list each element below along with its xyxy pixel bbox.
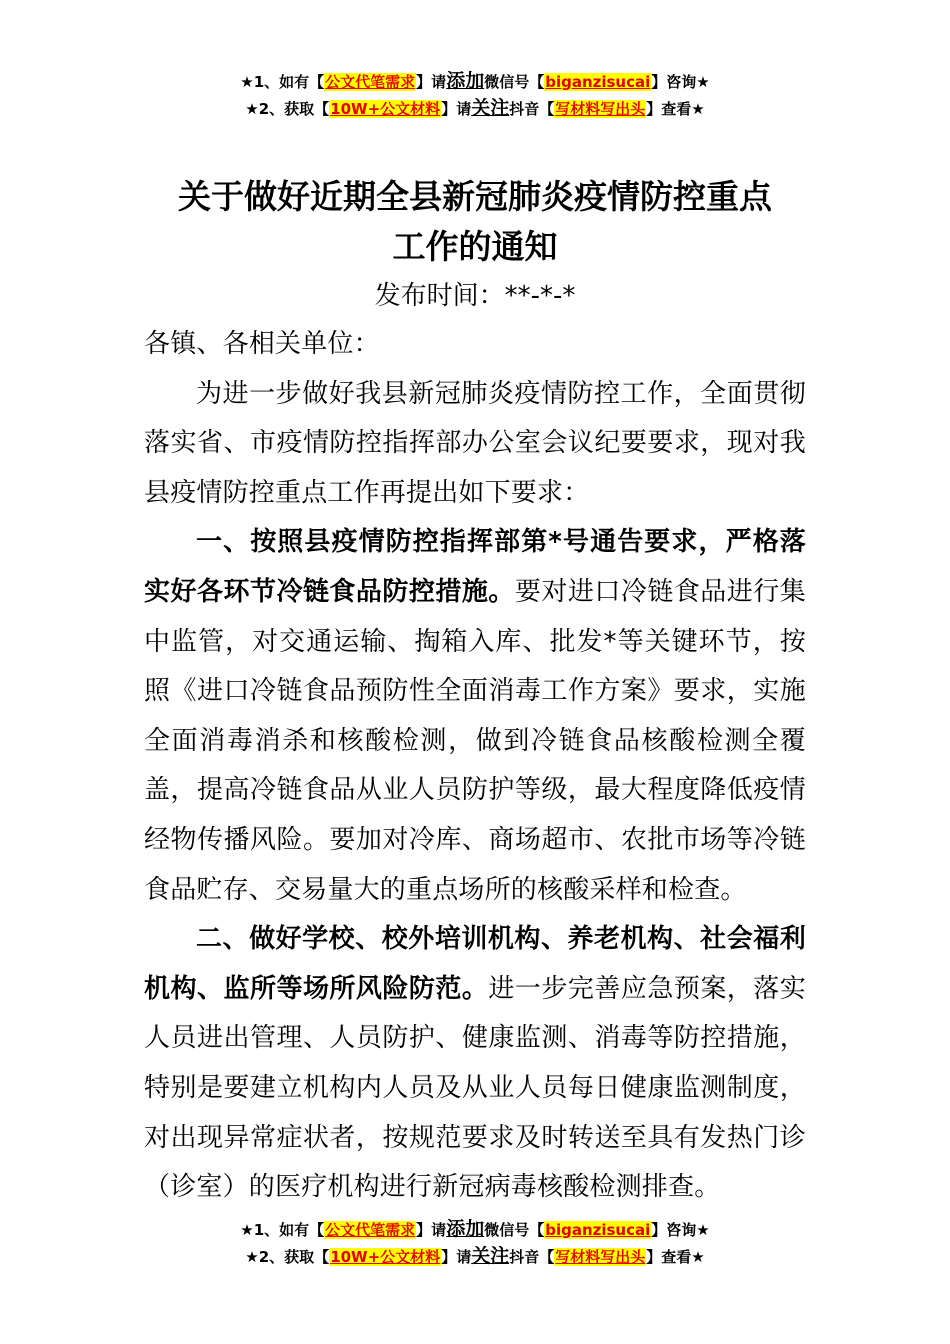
- promo-text: 】咨询★: [651, 1221, 710, 1239]
- document-title: [140, 172, 810, 272]
- promo-highlight-wechat-id: biganzisucai: [545, 73, 651, 91]
- promo-line-2: [0, 95, 950, 122]
- promo-line-2: [0, 1243, 950, 1270]
- section-1-heading: 一、按照县疫情防控指挥部第*号通告要求，严格落实好各环节冷链食品防控措施。: [144, 527, 806, 607]
- promo-banner-top: [0, 68, 950, 122]
- promo-highlight-douyin: 写材料写出头: [555, 1248, 646, 1266]
- promo-text: 】请: [441, 1248, 472, 1266]
- promo-text: 】请: [441, 100, 472, 118]
- promo-line-1: [0, 1216, 950, 1243]
- promo-text: ★2、获取【: [245, 100, 330, 118]
- section-1-paragraph: [144, 518, 806, 915]
- promo-highlight-service: 公文代笔需求: [325, 1221, 416, 1239]
- promo-emphasis-add: 添加: [446, 1218, 485, 1240]
- promo-text: 】查看★: [646, 1248, 705, 1266]
- promo-highlight-materials: 10W+公文材料: [330, 1248, 441, 1266]
- promo-text: ★1、如有【: [240, 73, 325, 91]
- salutation: 各镇、各相关单位：: [144, 329, 380, 359]
- promo-highlight-douyin: 写材料写出头: [555, 100, 646, 118]
- promo-text: 】咨询★: [651, 73, 710, 91]
- promo-text: 抖音【: [509, 1248, 555, 1266]
- promo-highlight-service: 公文代笔需求: [325, 73, 416, 91]
- promo-text: 】查看★: [646, 100, 705, 118]
- promo-line-1: [0, 68, 950, 95]
- promo-banner-bottom: [0, 1216, 950, 1270]
- section-2-body: 进一步完善应急预案，落实人员进出管理、人员防护、健康监测、消毒等防控措施，特别是要建立机构内人员及从业人员每日健康监测制度，对出现异常症状者，按规范要求及时转送至具有发热门诊（诊室）的医疗机构进行新冠病毒核酸检测排查。: [144, 973, 806, 1203]
- promo-emphasis-follow: 关注: [471, 97, 510, 119]
- promo-emphasis-follow: 关注: [471, 1245, 510, 1267]
- intro-paragraph: 为进一步做好我县新冠肺炎疫情防控工作，全面贯彻落实省、市疫情防控指挥部办公室会议纪要要求，现对我县疫情防控重点工作再提出如下要求：: [144, 378, 806, 508]
- section-2-paragraph: [144, 915, 806, 1213]
- section-1-body: 要对进口冷链食品进行集中监管，对交通运输、掏箱入库、批发*等关键环节，按照《进口冷链食品预防性全面消毒工作方案》要求，实施全面消毒消杀和核酸检测，做到冷链食品核酸检测全覆盖，提高冷链食品从业人员防护等级，最大程度降低疫情经物传播风险。要加对冷库、商场超市、农批市场等冷链食品贮存、交易量大的重点场所的核酸采样和检查。: [144, 576, 806, 905]
- document-body: [144, 320, 806, 1213]
- promo-text: ★1、如有【: [240, 1221, 325, 1239]
- promo-highlight-wechat-id: biganzisucai: [545, 1221, 651, 1239]
- section-2-heading: 二、做好学校、校外培训机构、养老机构、社会福利机构、监所等场所风险防范。: [144, 924, 806, 1004]
- promo-emphasis-add: 添加: [446, 70, 485, 92]
- promo-text: 微信号【: [484, 1221, 545, 1239]
- title-line-1: 关于做好近期全县新冠肺炎疫情防控重点: [178, 177, 772, 216]
- promo-text: 】请: [416, 1221, 447, 1239]
- promo-text: ★2、获取【: [245, 1248, 330, 1266]
- promo-highlight-materials: 10W+公文材料: [330, 100, 441, 118]
- promo-text: 微信号【: [484, 73, 545, 91]
- promo-text: 】请: [416, 73, 447, 91]
- promo-text: 抖音【: [509, 100, 555, 118]
- publish-time: 发布时间：**-*-*: [374, 281, 576, 311]
- title-line-2: 工作的通知: [392, 227, 558, 266]
